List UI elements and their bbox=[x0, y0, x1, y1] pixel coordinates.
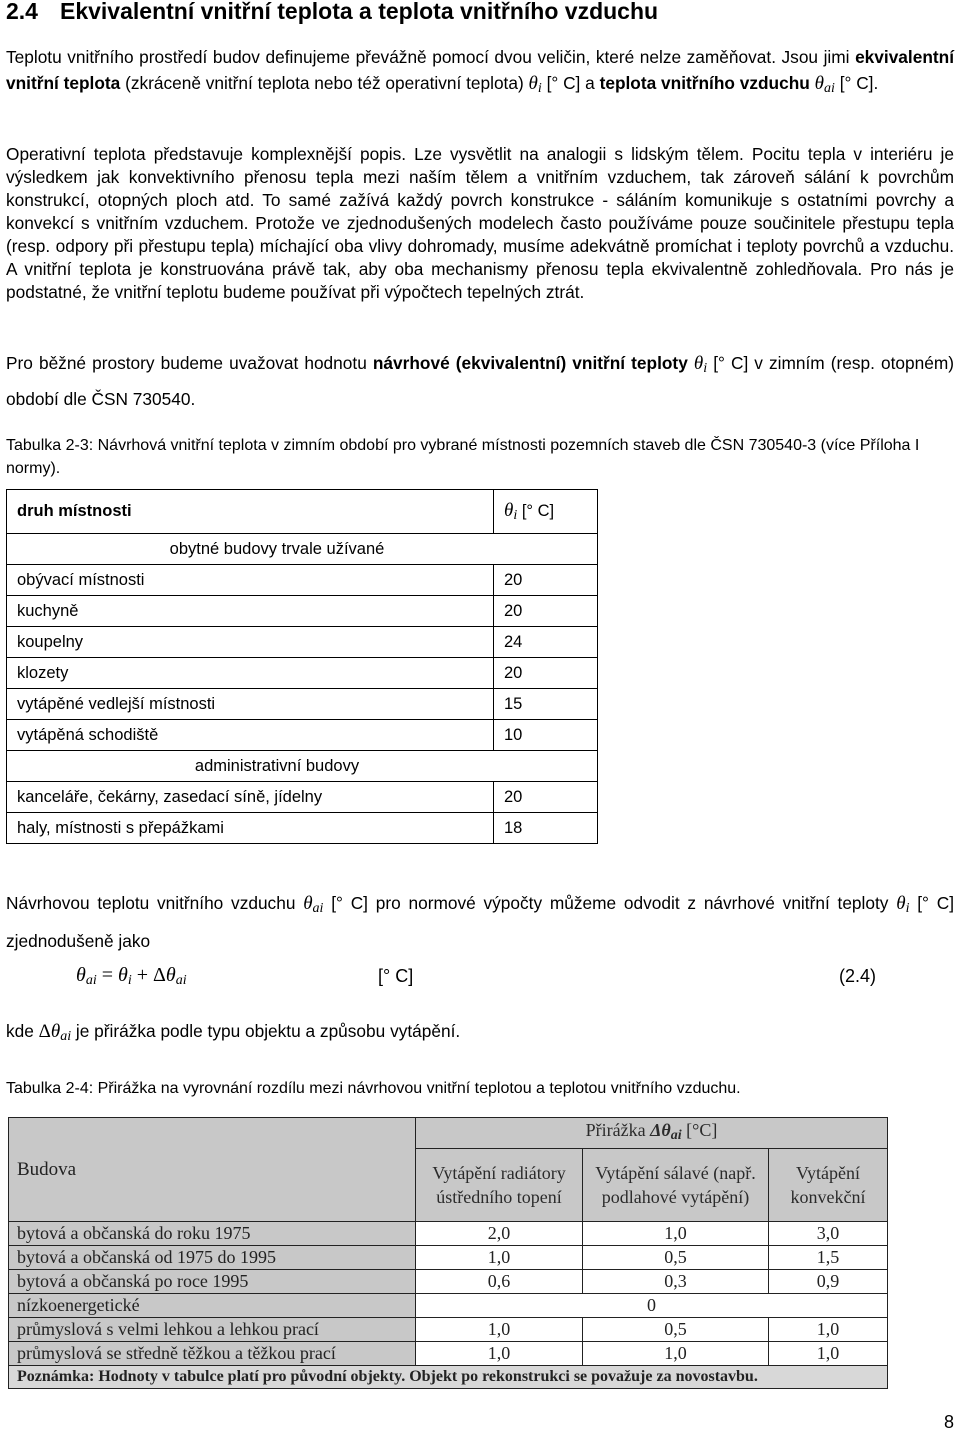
text-run: (zkráceně vnitřní teplota nebo též operativní teplota) bbox=[120, 73, 529, 93]
table-note: Poznámka: Hodnoty v tabulce platí pro původní objekty. Objekt po rekonstrukci se považuje za novostavbu. bbox=[9, 1366, 888, 1389]
table-row: bytová a občanská po roce 1995 0,6 0,3 0,9 bbox=[9, 1270, 888, 1294]
table-row: kuchyně 20 bbox=[7, 596, 598, 627]
symbol-theta-i: $\theta_i$ bbox=[896, 893, 910, 916]
equation-formula: $\theta_{ai} = \theta_i + \Delta\theta_{ai}$ bbox=[76, 964, 187, 988]
section-heading bbox=[6, 0, 658, 25]
term-equivalent-temperature: ekvivalentní vnitřní teplota bbox=[6, 47, 954, 93]
table-row: vytápěné vedlejší místnosti 15 bbox=[7, 689, 598, 720]
table-row: koupelny 24 bbox=[7, 627, 598, 658]
text-run: [° C] a bbox=[541, 73, 600, 93]
table-design-temperature bbox=[6, 489, 598, 844]
paragraph-air-temperature bbox=[6, 887, 954, 957]
table-row: průmyslová s velmi lehkou a lehkou prací 1,0 0,5 1,0 bbox=[9, 1318, 888, 1342]
text-run: [° C]. bbox=[834, 73, 879, 93]
paragraph-operative: Operativní teplota představuje komplexnější popis. Lze vysvětlit na analogii s lidským tělem. Pocitu tepla v interiéru je výsledkem jak konvektivního přenosu tepla mezi naším tělem a vnitřním vzduchem, tak zároveň sálání k povrchům konstrukcí, otopných ploch atd. To samé zažívá každý povrch konstrukce - sáláním komunikuje s ostatními povrchy a konvekcí s vnitřním vzduchem. Protože ve zjednodušených modelech často používáme pouze součinitele přestupu tepla (resp. odpory při přestupu tepla) míchající oba vlivy dohromady, musíme adekvátně promíchat i teploty povrchů a vzduchu. A vnitřní teplota je konstruována právě tak, aby oba mechanismy přenosu tepla ekvivalentně zohledňovala. Pro nás je podstatné, že vnitřní teplotu budeme používat při výpočtech tepelných ztrát. bbox=[6, 144, 954, 302]
table-row: průmyslová se středně těžkou a těžkou prací 1,0 1,0 1,0 bbox=[9, 1342, 888, 1366]
text-run: je přirážka podle typu objektu a způsobu vytápění. bbox=[71, 1021, 461, 1041]
table-caption-2-3: Tabulka 2-3: Návrhová vnitřní teplota v zimním období pro vybrané místnosti pozemních staveb dle ČSN 730540-3 (více Příloha I normy). bbox=[6, 437, 920, 477]
symbol-delta-theta-ai: $\Delta\theta_{ai}$ bbox=[38, 1021, 72, 1044]
table-row: nízkoenergetické 0 bbox=[9, 1294, 888, 1318]
table-header-room-type: druh místnosti bbox=[7, 490, 494, 534]
table-section-administrative: administrativní budovy bbox=[7, 751, 598, 782]
table-section-residential: obytné budovy trvale užívané bbox=[7, 534, 598, 565]
equation-2-4 bbox=[6, 964, 876, 994]
table-header-radiant: Vytápění sálavé (např. podlahové vytápění) bbox=[583, 1149, 769, 1222]
page-number: 8 bbox=[943, 1412, 954, 1432]
table-row: obývací místnosti 20 bbox=[7, 565, 598, 596]
text-run: Pro běžné prostory budeme uvažovat hodnotu bbox=[6, 353, 373, 373]
table-row: vytápěná schodiště 10 bbox=[7, 720, 598, 751]
table-row: bytová a občanská do roku 1975 2,0 1,0 3,0 bbox=[9, 1222, 888, 1246]
symbol-theta-ai: $\theta_{ai}$ bbox=[303, 893, 324, 916]
table-header-theta: $\theta_i$ [° C] bbox=[494, 490, 598, 534]
table-header-building: Budova bbox=[9, 1118, 416, 1222]
text-run: [° C] pro normové výpočty můžeme odvodit z návrhové vnitřní teploty bbox=[323, 893, 897, 913]
equation-number: (2.4) bbox=[838, 966, 876, 986]
table-row: bytová a občanská od 1975 do 1995 1,0 0,5 1,5 bbox=[9, 1246, 888, 1270]
table-header-convection: Vytápění konvekční bbox=[768, 1149, 887, 1222]
paragraph-intro bbox=[6, 44, 954, 102]
paragraph-where bbox=[6, 1017, 954, 1051]
paragraph-design-temp bbox=[6, 348, 954, 415]
symbol-theta-i: $\theta_i$ bbox=[528, 73, 542, 96]
table-caption-2-4: Tabulka 2-4: Přirážka na vyrovnání rozdílu mezi návrhovou vnitřní teplotou a teplotou vnitřního vzduchu. bbox=[6, 1080, 741, 1097]
table-row: kanceláře, čekárny, zasedací síně, jídelny 20 bbox=[7, 782, 598, 813]
table-row: klozety 20 bbox=[7, 658, 598, 689]
text-run: kde bbox=[6, 1021, 39, 1041]
equation-unit: [° C] bbox=[378, 966, 414, 986]
text-run: [° C] v zimním (resp. otopném) období dle ČSN 730540. bbox=[6, 353, 955, 409]
term-design-temperature: návrhové (ekvivalentní) vnitřní teploty bbox=[372, 353, 688, 373]
symbol-theta-ai: $\theta_{ai}$ bbox=[814, 73, 835, 96]
section-title: Ekvivalentní vnitřní teplota a teplota vnitřního vzduchu bbox=[59, 0, 659, 24]
symbol-theta-i: $\theta_i$ bbox=[693, 353, 708, 376]
table-header-radiators: Vytápění radiátory ústředního topení bbox=[416, 1149, 583, 1222]
text-run: Návrhovou teplotu vnitřního vzduchu bbox=[6, 893, 304, 913]
table-row: haly, místnosti s přepážkami 18 bbox=[7, 813, 598, 844]
text-run: Teplotu vnitřního prostředí budov definujeme převážně pomocí dvou veličin, které nelze zaměňovat. Jsou jimi bbox=[6, 47, 856, 67]
section-number: 2.4 bbox=[6, 0, 38, 24]
term-air-temperature: teplota vnitřního vzduchu bbox=[599, 73, 810, 93]
text-run: [° C] zjednodušeně jako bbox=[6, 893, 954, 951]
table-header-surcharge: Přirážka $\Delta\theta_{ai}$ [°C] bbox=[416, 1118, 888, 1149]
table-surcharge bbox=[8, 1117, 888, 1389]
